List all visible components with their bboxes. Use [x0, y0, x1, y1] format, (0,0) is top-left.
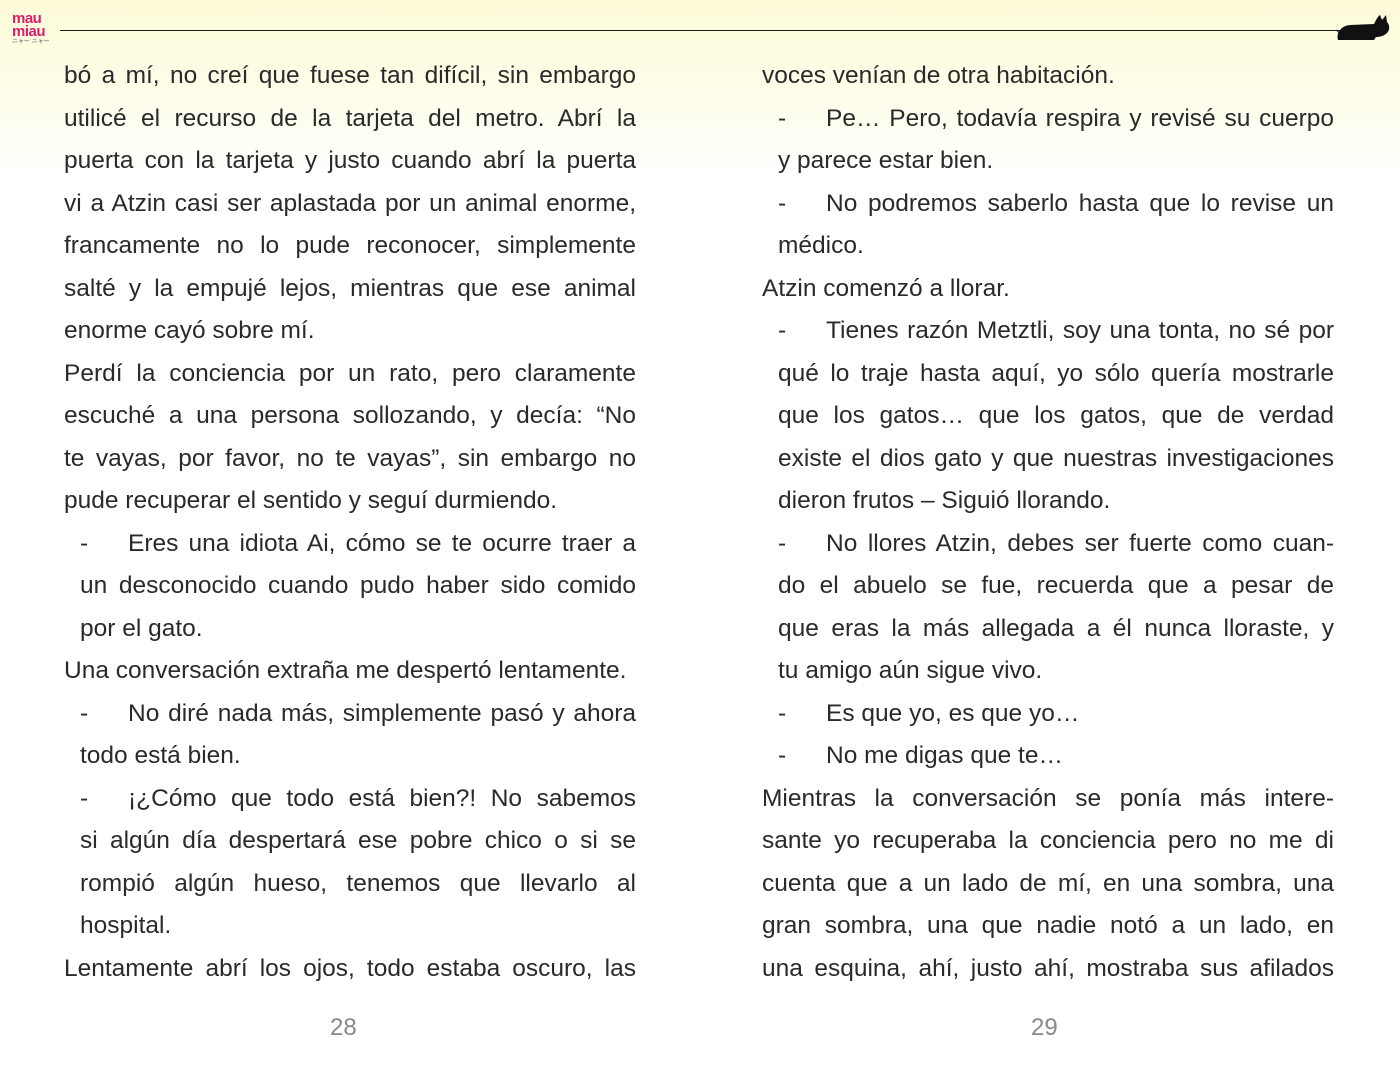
- line-text: enorme cayó sobre mí.: [64, 317, 315, 344]
- text-line: [762, 608, 1334, 651]
- line-text: te vayas, por favor, no te vayas”, sin embargo no: [64, 444, 636, 472]
- line-text: que eras la más allegada a él nunca lloraste, y: [778, 614, 1334, 642]
- line-text: No llores Atzin, debes ser fuerte como cuan-: [826, 529, 1334, 557]
- dialogue-dash: -: [80, 699, 89, 727]
- text-line: [762, 905, 1334, 948]
- line-text: existe el dios gato y que nuestras investigaciones: [778, 444, 1334, 472]
- header-rule: [60, 30, 1340, 31]
- text-line: [64, 735, 636, 778]
- page-number-right: 29: [1031, 1014, 1058, 1041]
- line-text: todo está bien.: [80, 742, 241, 769]
- text-line: [64, 778, 636, 821]
- text-line: [762, 948, 1334, 991]
- cat-silhouette-icon: [1334, 10, 1392, 42]
- line-text: que los gatos… que los gatos, que de verdad: [778, 402, 1334, 429]
- line-text: do el abuelo se fue, recuerda que a pesar de: [778, 572, 1334, 599]
- line-text: un desconocido cuando pudo haber sido comido: [80, 572, 636, 599]
- text-line: [762, 183, 1334, 226]
- dialogue-dash: -: [778, 529, 787, 557]
- text-line: [64, 565, 636, 608]
- text-line: [762, 778, 1334, 821]
- text-line: [64, 395, 636, 438]
- text-line: [762, 140, 1334, 183]
- text-line: [64, 650, 636, 693]
- text-line: [64, 310, 636, 353]
- line-text: cuenta que a un lado de mí, en una sombra, una: [762, 869, 1334, 897]
- text-line: [762, 438, 1334, 481]
- text-line: [762, 55, 1334, 98]
- line-text: bó a mí, no creí que fuese tan difícil, sin embargo: [64, 62, 636, 89]
- line-text: Es que yo, es que yo…: [826, 699, 1080, 727]
- text-line: [762, 98, 1334, 141]
- line-text: Eres una idiota Ai, cómo se te ocurre traer a: [128, 529, 636, 557]
- line-text: por el gato.: [80, 614, 203, 642]
- line-text: voces venían de otra habitación.: [762, 62, 1115, 89]
- line-text: Una conversación extraña me despertó lentamente.: [64, 657, 627, 684]
- line-text: ¡¿Cómo que todo está bien?! No sabemos: [128, 784, 636, 812]
- line-text: vi a Atzin casi ser aplastada por un animal enorme,: [64, 189, 636, 217]
- text-line: [762, 268, 1334, 311]
- dialogue-dash: -: [778, 189, 787, 217]
- dialogue-dash: -: [778, 104, 787, 132]
- text-line: [762, 693, 1334, 736]
- text-line: [64, 140, 636, 183]
- text-line: [762, 523, 1334, 566]
- text-line: [64, 820, 636, 863]
- dialogue-dash: -: [778, 742, 787, 769]
- text-line: [64, 55, 636, 98]
- line-text: No diré nada más, simplemente pasó y ahora: [128, 699, 636, 727]
- line-text: escuché a una persona sollozando, y decía: “No: [64, 402, 636, 429]
- text-line: [64, 98, 636, 141]
- line-text: y parece estar bien.: [778, 147, 994, 174]
- line-text: Pe… Pero, todavía respira y revisé su cuerpo: [826, 104, 1334, 132]
- line-text: rompió algún hueso, tenemos que llevarlo al: [80, 869, 636, 897]
- text-line: [762, 310, 1334, 353]
- line-text: Lentamente abrí los ojos, todo estaba oscuro, las: [64, 954, 636, 982]
- text-line: [64, 183, 636, 226]
- text-line: [762, 863, 1334, 906]
- line-text: tu amigo aún sigue vivo.: [778, 657, 1043, 684]
- text-line: [64, 225, 636, 268]
- dialogue-dash: -: [778, 699, 787, 727]
- text-line: [762, 735, 1334, 778]
- text-line: [64, 693, 636, 736]
- left-page: [64, 55, 636, 990]
- line-text: Tienes razón Metztli, soy una tonta, no sé por: [826, 317, 1334, 344]
- line-text: sante yo recuperaba la conciencia pero no me di: [762, 827, 1334, 854]
- line-text: pude recuperar el sentido y seguí durmiendo.: [64, 487, 558, 514]
- right-page: [762, 55, 1334, 990]
- logo-line-1: mau: [12, 10, 42, 27]
- line-text: dieron frutos – Siguió llorando.: [778, 487, 1111, 514]
- text-line: [64, 353, 636, 396]
- dialogue-dash: -: [80, 529, 89, 557]
- line-text: francamente no lo pude reconocer, simplemente: [64, 232, 636, 259]
- line-text: hospital.: [80, 912, 172, 939]
- text-line: [64, 268, 636, 311]
- dialogue-dash: -: [80, 784, 89, 812]
- dialogue-dash: -: [778, 317, 787, 344]
- text-line: [762, 565, 1334, 608]
- line-text: una esquina, ahí, justo ahí, mostraba sus afilados: [762, 954, 1334, 982]
- text-line: [762, 395, 1334, 438]
- line-text: salté y la empujé lejos, mientras que ese animal: [64, 274, 636, 302]
- line-text: gran sombra, una que nadie notó a un lado, en: [762, 912, 1334, 939]
- line-text: si algún día despertará ese pobre chico o si se: [80, 827, 636, 854]
- text-line: [64, 905, 636, 948]
- logo-line-3: ニャー ニャー: [12, 39, 50, 45]
- line-text: puerta con la tarjeta y justo cuando abrí la puerta: [64, 147, 636, 174]
- line-text: No me digas que te…: [826, 742, 1063, 769]
- text-line: [762, 353, 1334, 396]
- line-text: médico.: [778, 232, 864, 259]
- text-line: [64, 480, 636, 523]
- line-text: utilicé el recurso de la tarjeta del metro. Abrí la: [64, 104, 636, 132]
- maumiau-logo: [12, 12, 64, 48]
- text-line: [64, 438, 636, 481]
- page-number-left: 28: [330, 1014, 357, 1041]
- line-text: qué lo traje hasta aquí, yo sólo quería mostrarle: [778, 359, 1334, 387]
- text-line: [762, 650, 1334, 693]
- text-line: [762, 480, 1334, 523]
- text-line: [64, 863, 636, 906]
- text-line: [64, 523, 636, 566]
- text-line: [762, 820, 1334, 863]
- line-text: Perdí la conciencia por un rato, pero claramente: [64, 359, 636, 387]
- line-text: No podremos saberlo hasta que lo revise un: [826, 189, 1334, 217]
- text-line: [64, 608, 636, 651]
- text-line: [64, 948, 636, 991]
- text-line: [762, 225, 1334, 268]
- logo-line-2: miau: [12, 23, 46, 40]
- line-text: Mientras la conversación se ponía más intere-: [762, 784, 1334, 812]
- line-text: Atzin comenzó a llorar.: [762, 274, 1010, 302]
